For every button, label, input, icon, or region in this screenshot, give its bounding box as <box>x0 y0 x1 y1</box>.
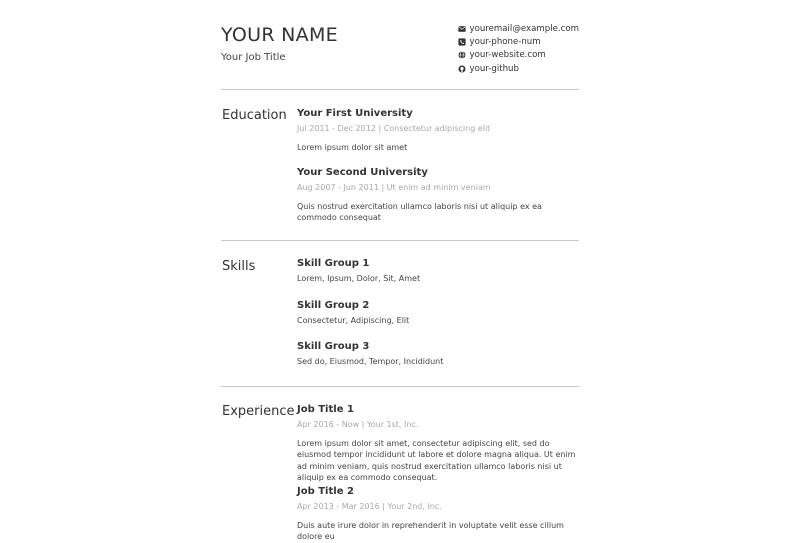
contact-phone-text: your-phone-num <box>469 36 541 47</box>
job-description: Duis aute irure dolor in reprehenderit in voluptate velit esse cillum dolore eu <box>297 521 564 542</box>
person-name: YOUR NAME <box>221 24 338 46</box>
skill-group-name: Skill Group 3 <box>297 341 370 352</box>
skill-group-name: Skill Group 1 <box>297 258 370 269</box>
globe-icon <box>458 51 466 59</box>
contact-list <box>458 22 579 75</box>
skill-group-items: Consectetur, Adipiscing, Elit <box>297 316 410 325</box>
school-name: Your Second University <box>297 167 428 178</box>
education-description: Quis nostrud exercitation ullamco laboris nisi ut aliquip ex ea commodo consequat <box>297 202 542 223</box>
resume-header <box>221 22 579 82</box>
envelope-icon <box>458 25 466 33</box>
person-job-title: Your Job Title <box>221 52 286 63</box>
job-title: Job Title 2 <box>297 486 354 497</box>
education-description: Lorem ipsum dolor sit amet <box>297 143 408 152</box>
education-heading: Education <box>222 108 287 123</box>
skill-group <box>297 341 579 367</box>
experience-entry <box>297 404 579 483</box>
phone-icon <box>458 38 466 46</box>
job-description: Lorem ipsum dolor sit amet, consectetur adipiscing elit, sed do eiusmod tempor incididunt ut labore et dolore magna aliqua. Ut enim ad minim veniam, quis nostrud exercitation ullamco laboris nisi ut aliquip ex ea commodo consequat. <box>297 439 576 482</box>
skills-heading: Skills <box>222 259 256 274</box>
contact-github-text: your-github <box>469 63 519 74</box>
skill-group-items: Lorem, Ipsum, Dolor, Sit, Amet <box>297 274 421 283</box>
job-title: Job Title 1 <box>297 404 354 415</box>
skill-group <box>297 300 579 326</box>
contact-website-text: your-website.com <box>469 50 546 61</box>
education-entry <box>297 108 579 153</box>
school-name: Your First University <box>297 108 413 119</box>
contact-github[interactable] <box>458 62 579 75</box>
section-divider <box>221 240 579 241</box>
education-dates: Jul 2011 - Dec 2012 | Consectetur adipiscing elit <box>297 124 491 133</box>
contact-email-text: youremail@example.com <box>469 23 579 34</box>
education-entry <box>297 167 579 224</box>
github-icon <box>458 65 466 73</box>
skill-group-items: Sed do, Eiusmod, Tempor, Incididunt <box>297 357 444 366</box>
experience-heading: Experience <box>222 404 295 419</box>
education-dates: Aug 2007 - Jun 2011 | Ut enim ad minim veniam <box>297 183 491 192</box>
job-dates: Apr 2016 - Now | Your 1st, Inc. <box>297 420 419 429</box>
skill-group-name: Skill Group 2 <box>297 300 370 311</box>
skill-group <box>297 258 579 284</box>
job-dates: Apr 2013 - Mar 2016 | Your 2nd, Inc. <box>297 502 442 511</box>
section-divider <box>221 89 579 90</box>
experience-entry <box>297 486 579 543</box>
contact-email[interactable] <box>458 22 579 35</box>
contact-website[interactable] <box>458 49 579 62</box>
contact-phone[interactable] <box>458 35 579 48</box>
section-divider <box>221 386 579 387</box>
